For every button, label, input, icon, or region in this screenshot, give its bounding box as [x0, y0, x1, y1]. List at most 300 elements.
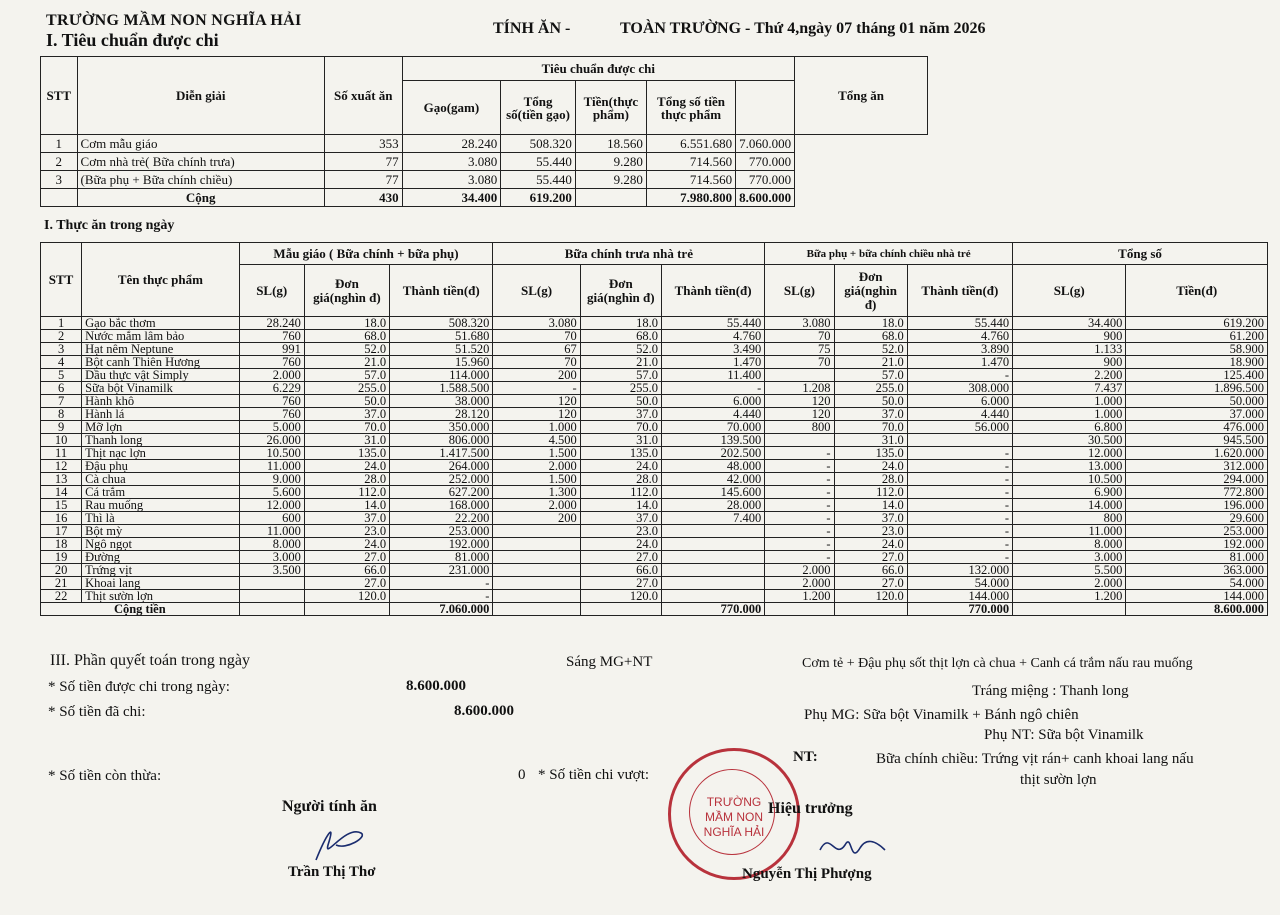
- sub-header-col-price: Đơn giá(nghìn đ): [304, 265, 389, 317]
- food-cell: 8.000: [1013, 538, 1126, 551]
- standard-cell: 18.560: [575, 135, 646, 153]
- food-cell: 81.000: [390, 551, 493, 564]
- food-cell: 22: [41, 590, 82, 603]
- food-cell: 1: [41, 317, 82, 330]
- food-cell: 120.0: [304, 590, 389, 603]
- group-mg: Mẫu giáo ( Bữa chính + bữa phụ): [239, 243, 493, 265]
- standard-cell: 28.240: [402, 135, 501, 153]
- standard-total-cell: 619.200: [501, 189, 576, 207]
- food-name: Đường: [82, 551, 240, 564]
- standard-cell: 77: [324, 171, 402, 189]
- food-cell: 772.800: [1126, 486, 1268, 499]
- standard-total-cell: 34.400: [402, 189, 501, 207]
- food-name: Hành khô: [82, 395, 240, 408]
- food-cell: 760: [239, 330, 304, 343]
- food-cell: 196.000: [1126, 499, 1268, 512]
- food-cell: 34.400: [1013, 317, 1126, 330]
- food-cell: 1.896.500: [1126, 382, 1268, 395]
- food-cell: 363.000: [1126, 564, 1268, 577]
- food-cell: 253.000: [390, 525, 493, 538]
- food-name: Rau muống: [82, 499, 240, 512]
- food-cell: 120: [493, 395, 580, 408]
- food-cell: -: [493, 382, 580, 395]
- food-cell: 24.0: [834, 460, 907, 473]
- food-cell: 200: [493, 512, 580, 525]
- food-cell: 70.000: [661, 421, 764, 434]
- food-cell: 10.500: [1013, 473, 1126, 486]
- food-row: [41, 460, 1268, 473]
- food-name: Cá trắm: [82, 486, 240, 499]
- food-cell: 11.000: [239, 460, 304, 473]
- food-cell: 9.000: [239, 473, 304, 486]
- food-cell: 55.440: [661, 317, 764, 330]
- food-cell: -: [661, 382, 764, 395]
- food-cell: [661, 538, 764, 551]
- food-cell: 3.080: [765, 317, 834, 330]
- food-cell: [765, 369, 834, 382]
- food-cell: 23.0: [834, 525, 907, 538]
- food-cell: 21: [41, 577, 82, 590]
- col-group: Tiêu chuẩn được chi: [402, 57, 794, 81]
- food-cell: 70: [765, 330, 834, 343]
- food-cell: 294.000: [1126, 473, 1268, 486]
- food-cell: 7: [41, 395, 82, 408]
- food-cell: 37.0: [834, 408, 907, 421]
- food-cell: 55.440: [907, 317, 1012, 330]
- food-cell: 2.000: [239, 369, 304, 382]
- food-cell: 2.000: [493, 499, 580, 512]
- food-cell: 21.0: [304, 356, 389, 369]
- food-cell: 12.000: [239, 499, 304, 512]
- food-cell: 114.000: [390, 369, 493, 382]
- food-cell: 18.0: [304, 317, 389, 330]
- food-cell: 67: [493, 343, 580, 356]
- food-total-cell: 7.060.000: [390, 603, 493, 616]
- standard-cell: 55.440: [501, 171, 576, 189]
- food-cell: 255.0: [834, 382, 907, 395]
- food-cell: 57.0: [580, 369, 661, 382]
- preparer-title: Người tính ăn: [282, 798, 377, 815]
- food-cell: 37.0: [834, 512, 907, 525]
- food-cell: 1.000: [1013, 395, 1126, 408]
- food-name: Khoai lang: [82, 577, 240, 590]
- food-cell: 945.500: [1126, 434, 1268, 447]
- food-cell: 6.900: [1013, 486, 1126, 499]
- food-cell: 120: [493, 408, 580, 421]
- food-cell: 1.470: [661, 356, 764, 369]
- food-table: [40, 242, 1268, 616]
- food-cell: 5.500: [1013, 564, 1126, 577]
- menu-afternoon: Bữa chính chiều: Trứng vịt rán+ canh khoai lang nấu: [876, 751, 1194, 767]
- food-cell: 54.000: [1126, 577, 1268, 590]
- food-cell: -: [765, 460, 834, 473]
- standard-cell: 3: [41, 171, 78, 189]
- food-cell: 1.200: [765, 590, 834, 603]
- food-cell: 135.0: [834, 447, 907, 460]
- food-cell: 37.000: [1126, 408, 1268, 421]
- food-cell: 37.0: [580, 512, 661, 525]
- food-total-label: Cộng tiền: [41, 603, 240, 616]
- food-cell: [493, 525, 580, 538]
- food-cell: 508.320: [390, 317, 493, 330]
- food-cell: 120: [765, 395, 834, 408]
- food-cell: 81.000: [1126, 551, 1268, 564]
- food-cell: 9: [41, 421, 82, 434]
- food-row: [41, 499, 1268, 512]
- food-cell: 3.000: [1013, 551, 1126, 564]
- food-row: [41, 421, 1268, 434]
- food-row: [41, 447, 1268, 460]
- food-total-row: [41, 603, 1268, 616]
- food-cell: 627.200: [390, 486, 493, 499]
- food-cell: 58.900: [1126, 343, 1268, 356]
- food-cell: 14: [41, 486, 82, 499]
- food-cell: 112.0: [834, 486, 907, 499]
- food-cell: 1.588.500: [390, 382, 493, 395]
- food-cell: 21.0: [580, 356, 661, 369]
- food-cell: 144.000: [1126, 590, 1268, 603]
- food-cell: 28.000: [661, 499, 764, 512]
- food-cell: 14.000: [1013, 499, 1126, 512]
- food-cell: 135.0: [304, 447, 389, 460]
- food-cell: -: [765, 486, 834, 499]
- standard-cell: 508.320: [501, 135, 576, 153]
- food-cell: 20: [41, 564, 82, 577]
- food-cell: -: [907, 538, 1012, 551]
- standard-cell: 3.080: [402, 153, 501, 171]
- standard-cell: 714.560: [646, 153, 735, 171]
- standard-cell: 770.000: [736, 153, 795, 171]
- food-name: Gạo bắc thơm: [82, 317, 240, 330]
- standard-row: [41, 153, 928, 171]
- standard-total-cell: 7.980.800: [646, 189, 735, 207]
- food-total-cell: 8.600.000: [1126, 603, 1268, 616]
- standard-cell: 9.280: [575, 153, 646, 171]
- standard-row: [41, 135, 928, 153]
- standard-cell: 3.080: [402, 171, 501, 189]
- food-cell: -: [765, 525, 834, 538]
- food-cell: 200: [493, 369, 580, 382]
- food-cell: 51.520: [390, 343, 493, 356]
- food-cell: 1.208: [765, 382, 834, 395]
- group-nt-afternoon: Bữa phụ + bữa chính chiều nhà trẻ: [765, 243, 1013, 265]
- food-cell: 18.900: [1126, 356, 1268, 369]
- food-cell: 28.240: [239, 317, 304, 330]
- food-cell: 61.200: [1126, 330, 1268, 343]
- food-cell: 6.000: [661, 395, 764, 408]
- food-cell: 139.500: [661, 434, 764, 447]
- food-cell: 202.500: [661, 447, 764, 460]
- food-cell: 132.000: [907, 564, 1012, 577]
- menu-snack-nt: Phụ NT: Sữa bột Vinamilk: [984, 727, 1144, 743]
- school-name: TRƯỜNG MẦM NON NGHĨA HẢI: [46, 12, 302, 29]
- food-cell: 3.490: [661, 343, 764, 356]
- food-cell: 70.0: [834, 421, 907, 434]
- food-row: [41, 512, 1268, 525]
- food-cell: 476.000: [1126, 421, 1268, 434]
- settlement-title: III. Phần quyết toán trong ngày: [50, 652, 250, 669]
- food-cell: 52.0: [304, 343, 389, 356]
- food-name: Thịt sườn lợn: [82, 590, 240, 603]
- food-cell: 6.000: [907, 395, 1012, 408]
- food-cell: 2.000: [493, 460, 580, 473]
- food-cell: 29.600: [1126, 512, 1268, 525]
- food-cell: 31.0: [580, 434, 661, 447]
- food-cell: 11: [41, 447, 82, 460]
- food-cell: 312.000: [1126, 460, 1268, 473]
- food-cell: 308.000: [907, 382, 1012, 395]
- food-row: [41, 538, 1268, 551]
- food-cell: -: [390, 590, 493, 603]
- food-cell: 6: [41, 382, 82, 395]
- food-name: Bột mỳ: [82, 525, 240, 538]
- food-row: [41, 577, 1268, 590]
- food-name: Dầu thực vật Simply: [82, 369, 240, 382]
- standard-cell: 1: [41, 135, 78, 153]
- food-cell: 800: [1013, 512, 1126, 525]
- col-food-name: Tên thực phẩm: [82, 243, 240, 317]
- food-cell: 255.0: [304, 382, 389, 395]
- food-cell: 16: [41, 512, 82, 525]
- food-cell: 75: [765, 343, 834, 356]
- food-cell: 2: [41, 330, 82, 343]
- food-cell: 56.000: [907, 421, 1012, 434]
- food-cell: 112.0: [580, 486, 661, 499]
- food-name: Thì là: [82, 512, 240, 525]
- food-cell: 3.000: [239, 551, 304, 564]
- food-cell: 1.000: [493, 421, 580, 434]
- food-cell: 120: [765, 408, 834, 421]
- standard-total-cell: 430: [324, 189, 402, 207]
- sub-header-col-amount: Thành tiền(đ): [907, 265, 1012, 317]
- sub-header-col-amount: Thành tiền(đ): [661, 265, 764, 317]
- standard-row: [41, 171, 928, 189]
- food-cell: 17: [41, 525, 82, 538]
- food-cell: 22.200: [390, 512, 493, 525]
- food-cell: 3: [41, 343, 82, 356]
- food-cell: 66.0: [304, 564, 389, 577]
- standard-total-cell: [575, 189, 646, 207]
- food-cell: 252.000: [390, 473, 493, 486]
- food-cell: [661, 551, 764, 564]
- food-cell: 28.0: [304, 473, 389, 486]
- food-cell: 4.440: [907, 408, 1012, 421]
- food-cell: 38.000: [390, 395, 493, 408]
- food-cell: 806.000: [390, 434, 493, 447]
- sub-header-col-sl: SL(g): [493, 265, 580, 317]
- stamp-line-2: MẦM NON: [705, 810, 763, 824]
- food-cell: 31.0: [834, 434, 907, 447]
- food-cell: 48.000: [661, 460, 764, 473]
- food-cell: -: [765, 551, 834, 564]
- food-cell: 26.000: [239, 434, 304, 447]
- sub-header-col-price: Đơn giá(nghìn đ): [580, 265, 661, 317]
- food-cell: 253.000: [1126, 525, 1268, 538]
- standard-cell: 55.440: [501, 153, 576, 171]
- food-cell: -: [907, 486, 1012, 499]
- food-cell: 70: [493, 356, 580, 369]
- food-cell: 900: [1013, 330, 1126, 343]
- food-cell: 145.600: [661, 486, 764, 499]
- food-cell: 1.620.000: [1126, 447, 1268, 460]
- col-rice: Gạo(gam): [402, 81, 501, 135]
- food-cell: 6.800: [1013, 421, 1126, 434]
- standard-cell: 77: [324, 153, 402, 171]
- standard-cell: 714.560: [646, 171, 735, 189]
- page-title: TÍNH ĂN -: [493, 20, 571, 37]
- food-cell: 144.000: [907, 590, 1012, 603]
- food-cell: 51.680: [390, 330, 493, 343]
- food-cell: 2.000: [765, 577, 834, 590]
- food-cell: 991: [239, 343, 304, 356]
- standard-cell: 2: [41, 153, 78, 171]
- food-row: [41, 330, 1268, 343]
- food-cell: 37.0: [304, 408, 389, 421]
- standard-total-row: [41, 189, 928, 207]
- food-cell: 3.890: [907, 343, 1012, 356]
- standard-cell: (Bữa phụ + Bữa chính chiều): [77, 171, 324, 189]
- col-stt: STT: [41, 243, 82, 317]
- food-cell: 800: [765, 421, 834, 434]
- food-cell: 2.200: [1013, 369, 1126, 382]
- food-cell: 5.000: [239, 421, 304, 434]
- food-cell: 350.000: [390, 421, 493, 434]
- food-cell: 255.0: [580, 382, 661, 395]
- food-cell: -: [907, 447, 1012, 460]
- food-cell: 27.0: [304, 577, 389, 590]
- food-cell: 4.760: [661, 330, 764, 343]
- food-cell: -: [907, 512, 1012, 525]
- food-cell: [239, 577, 304, 590]
- section-1-title: I. Tiêu chuẩn được chi: [46, 30, 219, 50]
- food-cell: 68.0: [834, 330, 907, 343]
- food-cell: 37.0: [580, 408, 661, 421]
- food-cell: 50.0: [304, 395, 389, 408]
- food-cell: 135.0: [580, 447, 661, 460]
- standard-cell: 9.280: [575, 171, 646, 189]
- food-name: Thịt nạc lợn: [82, 447, 240, 460]
- food-name: Hành lá: [82, 408, 240, 421]
- food-name: Nước mắm lâm bảo: [82, 330, 240, 343]
- food-cell: 18.0: [834, 317, 907, 330]
- food-cell: 2.000: [765, 564, 834, 577]
- standard-cell: 353: [324, 135, 402, 153]
- sub-header-col-sl: SL(g): [1013, 265, 1126, 317]
- food-cell: 50.0: [834, 395, 907, 408]
- food-cell: 50.000: [1126, 395, 1268, 408]
- food-cell: 13: [41, 473, 82, 486]
- food-cell: 11.400: [661, 369, 764, 382]
- food-row: [41, 382, 1268, 395]
- standard-cell: 770.000: [736, 171, 795, 189]
- food-name: Ngô ngọt: [82, 538, 240, 551]
- food-cell: -: [765, 447, 834, 460]
- food-cell: 52.0: [834, 343, 907, 356]
- food-cell: [239, 590, 304, 603]
- remain-label: * Số tiền còn thừa:: [48, 768, 162, 784]
- food-row: [41, 395, 1268, 408]
- food-row: [41, 356, 1268, 369]
- sub-header-col-amount: Thành tiền(đ): [390, 265, 493, 317]
- food-cell: 37.0: [304, 512, 389, 525]
- food-cell: 4.440: [661, 408, 764, 421]
- spent-value: 8.600.000: [454, 703, 514, 719]
- food-cell: 1.500: [493, 473, 580, 486]
- food-cell: 1.300: [493, 486, 580, 499]
- food-name: Trứng vịt: [82, 564, 240, 577]
- food-row: [41, 486, 1268, 499]
- food-cell: 15: [41, 499, 82, 512]
- food-cell: 14.0: [580, 499, 661, 512]
- food-cell: 1.500: [493, 447, 580, 460]
- food-cell: 66.0: [580, 564, 661, 577]
- food-cell: [493, 577, 580, 590]
- food-row: [41, 590, 1268, 603]
- food-cell: 7.437: [1013, 382, 1126, 395]
- sub-header-col-price: Đơn giá(nghìn đ): [834, 265, 907, 317]
- principal-signature: [800, 820, 890, 870]
- food-cell: 68.0: [304, 330, 389, 343]
- stamp-line-1: TRƯỜNG: [706, 795, 762, 809]
- food-cell: 760: [239, 408, 304, 421]
- food-cell: 54.000: [907, 577, 1012, 590]
- food-cell: 42.000: [661, 473, 764, 486]
- food-cell: 1.417.500: [390, 447, 493, 460]
- food-cell: [493, 590, 580, 603]
- food-cell: 28.120: [390, 408, 493, 421]
- col-food-total: Tổng số tiền thực phẩm: [646, 81, 735, 135]
- food-cell: [661, 525, 764, 538]
- group-total: Tổng số: [1013, 243, 1268, 265]
- food-cell: 112.0: [304, 486, 389, 499]
- food-cell: 4: [41, 356, 82, 369]
- food-row: [41, 408, 1268, 421]
- food-cell: 70.0: [304, 421, 389, 434]
- food-cell: 19: [41, 551, 82, 564]
- food-cell: 27.0: [580, 577, 661, 590]
- section-2-title: I. Thực ăn trong ngày: [44, 218, 175, 233]
- food-cell: 168.000: [390, 499, 493, 512]
- menu-afternoon-2: thịt sườn lợn: [1020, 772, 1097, 788]
- food-total-cell: 770.000: [907, 603, 1012, 616]
- food-cell: 28.0: [580, 473, 661, 486]
- food-cell: 125.400: [1126, 369, 1268, 382]
- stamp-line-3: NGHĨA HẢI: [703, 825, 765, 839]
- food-cell: 10: [41, 434, 82, 447]
- food-row: [41, 473, 1268, 486]
- food-cell: [661, 590, 764, 603]
- col-desc: Diễn giải: [77, 57, 324, 135]
- standard-cell: Cơm nhà trẻ( Bữa chính trưa): [77, 153, 324, 171]
- food-cell: 24.0: [304, 538, 389, 551]
- food-cell: 27.0: [304, 551, 389, 564]
- food-cell: 70: [493, 330, 580, 343]
- food-name: Mỡ lợn: [82, 421, 240, 434]
- principal-title: Hiệu trưởng: [768, 800, 853, 817]
- food-cell: 1.200: [1013, 590, 1126, 603]
- group-nt-lunch: Bữa chính trưa nhà trẻ: [493, 243, 765, 265]
- food-cell: 600: [239, 512, 304, 525]
- food-cell: 12: [41, 460, 82, 473]
- food-cell: -: [907, 473, 1012, 486]
- food-row: [41, 317, 1268, 330]
- food-cell: 27.0: [834, 577, 907, 590]
- food-row: [41, 434, 1268, 447]
- date-line: TOÀN TRƯỜNG - Thứ 4,ngày 07 tháng 01 năm 2026: [620, 20, 986, 37]
- principal-name: Nguyễn Thị Phượng: [742, 866, 872, 882]
- col-total: Tổng ăn: [795, 57, 928, 135]
- allowed-label: * Số tiền được chi trong ngày:: [48, 679, 230, 695]
